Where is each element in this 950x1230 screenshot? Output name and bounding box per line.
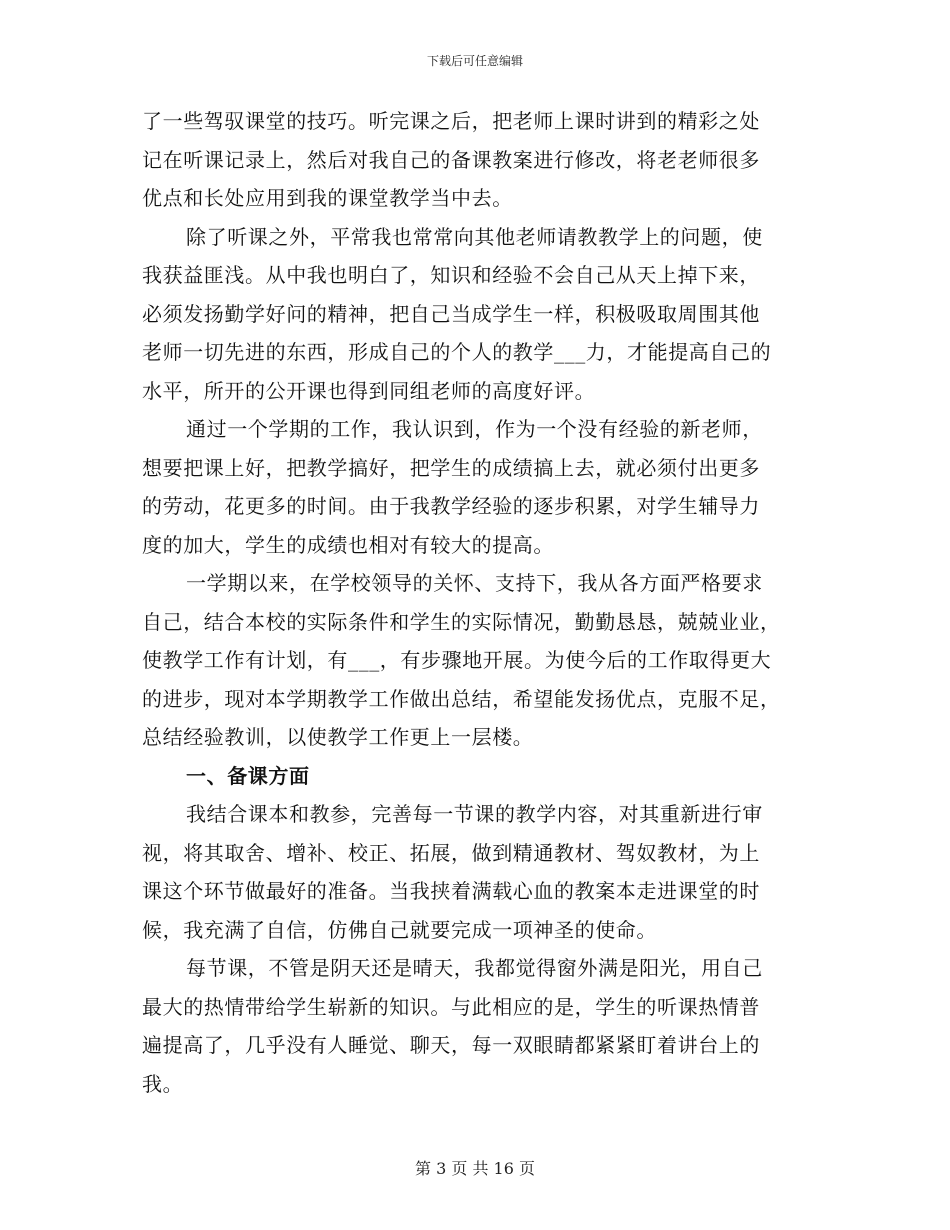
body-line: 视，将其取舍、增补、校正、拓展，做到精通教材、驾奴教材，为上 bbox=[142, 840, 760, 865]
body-line: 遍提高了，几乎没有人睡觉、聊天，每一双眼睛都紧紧盯着讲台上的 bbox=[142, 1033, 760, 1057]
body-line: 使教学工作有计划，有___，有步骤地开展。为使今后的工作取得更大 bbox=[142, 648, 772, 672]
body-line: 想要把课上好，把教学搞好，把学生的成绩搞上去，就必须付出更多 bbox=[142, 455, 760, 480]
body-line: 了一些驾驭课堂的技巧。听完课之后，把老师上课时讲到的精彩之处 bbox=[142, 109, 760, 133]
body-line: 自己，结合本校的实际条件和学生的实际情况，勤勤恳恳，兢兢业业， bbox=[142, 609, 781, 634]
body-line: 优点和长处应用到我的课堂教学当中去。 bbox=[142, 186, 513, 210]
body-line: 的劳动，花更多的时间。由于我教学经验的逐步积累，对学生辅导力 bbox=[142, 494, 760, 518]
body-line: 必须发扬勤学好问的精神，把自己当成学生一样，积极吸取周围其他 bbox=[142, 301, 760, 326]
body-line: 最大的热情带给学生崭新的知识。与此相应的是，学生的听课热情普 bbox=[142, 994, 760, 1019]
body-line: 我获益匪浅。从中我也明白了，知识和经验不会自己从天上掉下来， bbox=[142, 263, 760, 287]
paragraph-first-line: 每节课，不管是阴天还是晴天，我都觉得窗外满是阳光，用自己 bbox=[186, 956, 763, 980]
body-line: 总结经验教训，以使教学工作更上一层楼。 bbox=[142, 725, 534, 749]
body-line: 的进步，现对本学期教学工作做出总结，希望能发扬优点，克服不足， bbox=[142, 686, 781, 711]
body-line: 记在听课记录上，然后对我自己的备课教案进行修改，将老老师很多 bbox=[142, 147, 760, 172]
body-line: 候，我充满了自信，仿佛自己就要完成一项神圣的使命。 bbox=[142, 917, 657, 942]
page-header: 下载后可任意编辑 bbox=[426, 54, 523, 68]
paragraph-first-line: 一学期以来，在学校领导的关怀、支持下，我从各方面严格要求 bbox=[186, 571, 763, 595]
document-body bbox=[142, 102, 810, 1103]
body-line: 课这个环节做最好的准备。当我挟着满载心血的教案本走进课堂的时 bbox=[142, 879, 760, 903]
body-line: 老师一切先进的东西，形成自己的个人的教学___力，才能提高自己的 bbox=[142, 340, 772, 364]
paragraph-first-line: 我结合课本和教参，完善每一节课的教学内容，对其重新进行审 bbox=[186, 802, 763, 826]
page-footer: 第 3 页 共 16 页 bbox=[415, 1159, 535, 1178]
body-line: 度的加大，学生的成绩也相对有较大的提高。 bbox=[142, 532, 554, 557]
body-line: 水平，所开的公开课也得到同组老师的高度好评。 bbox=[142, 378, 596, 403]
paragraph-first-line: 通过一个学期的工作，我认识到，作为一个没有经验的新老师， bbox=[186, 417, 763, 441]
body-line: 我。 bbox=[142, 1071, 184, 1096]
paragraph-first-line: 除了听课之外，平常我也常常向其他老师请教教学上的问题，使 bbox=[186, 224, 763, 249]
section-heading: 一、备课方面 bbox=[186, 763, 310, 788]
